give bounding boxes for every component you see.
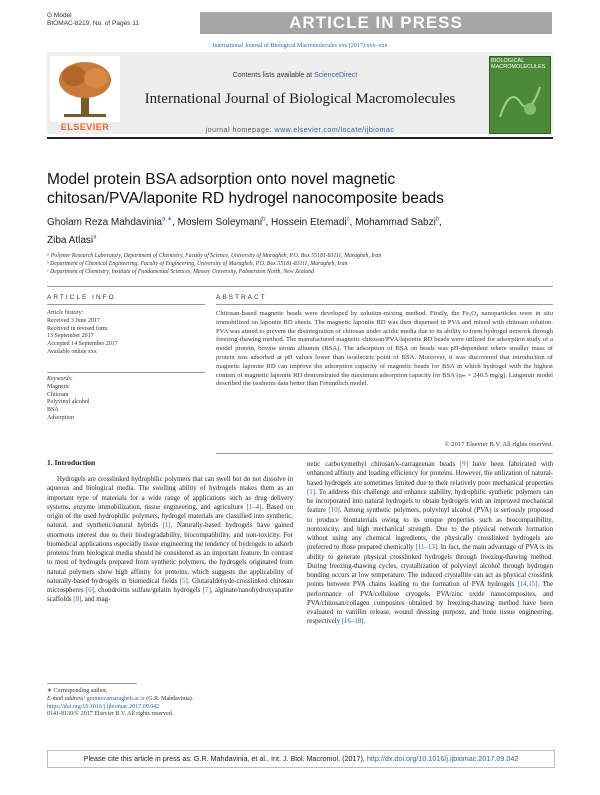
- journal-name: International Journal of Biological Macromolecules: [144, 91, 456, 107]
- model-label: G Model: [47, 12, 72, 19]
- citation-box: [47, 750, 555, 768]
- section-divider: [47, 286, 553, 287]
- history-item: Available online xxx: [47, 348, 97, 355]
- homepage-prefix: journal homepage:: [205, 127, 275, 134]
- history-item: Received 3 June 2017: [47, 317, 100, 324]
- affiliations: [47, 252, 557, 276]
- keyword: Magnetic: [47, 383, 70, 390]
- author[interactable]: Moslem Soleymani$^b$,: [177, 217, 272, 229]
- citation-ref[interactable]: [16–18]: [341, 618, 364, 626]
- section-heading-introduction: 1. Introduction: [47, 458, 96, 467]
- journal-citation-top[interactable]: International Journal of Biological Macromolecules xxx (2017) xxx–xxx: [212, 43, 388, 49]
- citation-ref[interactable]: [5]: [179, 577, 188, 585]
- elsevier-tree-icon: [50, 56, 120, 122]
- history-item: Accepted 14 September 2017: [47, 341, 118, 348]
- keyword: BSA: [47, 407, 59, 414]
- citation-ref[interactable]: [1]: [307, 488, 315, 496]
- citation-ref[interactable]: [11–13]: [415, 544, 438, 552]
- title-line-1: Model protein BSA adsorption onto novel magnetic: [47, 171, 396, 188]
- banner-text: ARTICLE IN PRESS: [289, 13, 463, 32]
- affiliation-a: ᵃ Polymer Research Laboratory, Department of Chemistry, Faculty of Science, University of Maragheh, P.O. Box 55181-83111, Maragheh, Iran: [47, 253, 382, 259]
- keywords-label: Keywords:: [47, 376, 73, 382]
- abstract-text: Chitosan-based magnetic beads were developed by solution-mixing method. Firstly, the Fe₃O₄ nanoparticles were in situ immobilized on laponite RD sheets. The magnetic laponite RD was then dispersed in PVA and mixed with chitosan solution. PVA was aimed to prevent the disintegration of chitosan under acidic media due to its ability to form hydrogel network through freezing-thawing method. The manufactured magnetic chitosan/PVA/laponite RD beads were utilized for adsorption study of a model protein, bovine serum albumin (BSA). The adsorption of BSA on beads was pH-dependent where smaller mass of protein was adsorbed at pH values lower than isoelectric point of BSA. Moreover, it was discovered that introduction of magnetic laponite RD can improve the adsorption capacity of magnetic beads for BSA in which hydrogel with the highest content of magnetic laponite RD demonstrated the maximum adsorption capacity for BSA (qₘ = 240.5 mg/g). Langmuir model described the isotherm data better than Freundlich model.: [216, 310, 553, 388]
- history-label: Article history:: [47, 310, 84, 316]
- issn-line: 0141-8130/© 2017 Elsevier B.V. All rights reserved.: [47, 711, 174, 718]
- author-list: [47, 213, 557, 248]
- homepage-link[interactable]: www.elsevier.com/locate/ijbiomac: [274, 127, 395, 134]
- abstract-end-divider: [216, 453, 553, 454]
- citation-ref[interactable]: [9]: [460, 461, 469, 468]
- citation-ref[interactable]: [7]: [202, 587, 211, 594]
- manuscript-header: [47, 12, 139, 28]
- article-title: [47, 170, 557, 208]
- cover-title: BIOLOGICAL MACROMOLECULES: [491, 58, 546, 70]
- history-item: Received in revised form: [47, 325, 108, 332]
- doi-link[interactable]: https://doi.org/10.1016/j.ijbiomac.2017.09.042: [47, 703, 160, 710]
- abstract-heading: ABSTRACT: [216, 294, 267, 301]
- footnote-divider: [47, 683, 137, 684]
- citation-ref[interactable]: [1]: [162, 522, 171, 530]
- citation-ref[interactable]: [10]: [328, 507, 340, 515]
- citation-ref[interactable]: [14,15]: [517, 581, 538, 589]
- affiliation-b: ᵇ Department of Chemical Engineering, Faculty of Engineering, University of Maragheh, P.O. Box 55181-83111, Maragheh, Iran: [47, 261, 348, 267]
- abstract-divider: [216, 304, 553, 305]
- email-link[interactable]: gmmrezamaragheh.ac.ir: [86, 695, 145, 702]
- corresponding-author: ∗ Corresponding author.: [47, 688, 108, 694]
- author[interactable]: Gholam Reza Mahdavinia$^{a,∗}$,: [47, 217, 178, 229]
- citation-ref[interactable]: [1–4]: [246, 503, 262, 511]
- title-line-2: chitosan/PVA/laponite RD hydrogel nanocomposite beads: [47, 190, 444, 207]
- band-divider: [47, 137, 553, 139]
- history-item: 13 September 2017: [47, 333, 94, 340]
- info-divider: [47, 304, 205, 305]
- keyword: Chitosan: [47, 391, 69, 398]
- body-column-left: Hydrogels are crosslinked hydrophilic polymers that can swell but do not dissolve in aqueous and biological media. The swelling ability of hydrogels makes them as an important type of materials for a wide range of applications such as drug delivery systems, enzyme immobilization, tissue engineering, and agriculture [1–4]. Based on origin of the used hydrophilic polymers, hydrogel materials are classified into synthetic, natural, and synthetic/natural hybrids [1]. Naturally-based hydrogels have gained enormous interest due to their biodegradability, biocompatibility, and non-toxicity. For biomedical applications especially tissue engineering the tendency of hydrogels to adsorb proteins from biological media should be considered as an important feature. In contrast to most of hydrogels prepared from synthetic polymers, the hydrogels originated from natural polymers show high affinity for proteins, which suggests the applicability of naturally-based hydrogels in biomedical fields [5]. Glutaraldehyde-crosslinked chitosan microspheres [6], chondroitin sulfate/gelatin hydrogels [7], alginate/nanohydroxyapatite scaffolds [8], and mag-: [47, 476, 294, 604]
- email-line: E-mail address: gmmrezamaragheh.ac.ir (G.R. Mahdavinia).: [47, 695, 194, 702]
- ms-line: BIOMAC-8219; No. of Pages 11: [47, 20, 140, 27]
- body-column-right: netic carboxymethyl chitosan/κ-carrageenan beads [9] have been fabricated with enhanced affinity and loading efficiency for proteins. However, the utilization of natural-based hydrogels are sometimes limited due to their relatively poor mechanical properties [1]. To address this challenge and enhance stability, hydrophilic synthetic polymers can be incorporated into natural hydrogels to obtain hydrogels with an improved mechanical feature [10]. Among synthetic polymers, polyvinyl alcohol (PVA) is seriously proposed to produce biomaterials owing to its unique properties such as biocompatibility, nontoxicity, and high mechanical strength. Due to the physical network formation without using any chemical ingredients, the physically crosslinked hydrogels are preferred to those prepared chemically [11–13]. In fact, the main advantage of PVA is its ability to generate physical crosslinked hydrogels through freezing-thawing method. During freezing-thawing cycles, crystallization of polyvinyl alcohol through hydrogen bonding occurs at low temperature. The induced crystallite can act as physical crosslink points between PVA chains leading to the formation of PVA hydrogels [14,15]. The performance of PVA/cellulose cryogels, PVA/zinc oxide nanocomposites, and PVA/chitosan/collagen composites obtained by freezing-thawing method have been evaluated in vanillin release, wound dressing purpose, and bone tissue engineering, respectively [16–18].: [307, 461, 553, 626]
- keyword: Adsorption: [47, 414, 74, 421]
- citation-doi-link[interactable]: http://dx.doi.org/10.1016/j.ijbiomac.2017.09.042: [366, 754, 519, 763]
- sciencedirect-link[interactable]: ScienceDirect: [314, 72, 358, 79]
- author[interactable]: Ziba Atlasi$^a$: [47, 234, 97, 246]
- citation-text: Please cite this article in press as: G.R. Mahdavinia, et al., Int. J. Biol. Macromol. (2017), http://dx.doi.org/10.1016/j.ijbiomac.2017.09.042: [83, 754, 519, 763]
- citation-ref[interactable]: [8]: [73, 596, 82, 604]
- copyright: © 2017 Elsevier B.V. All rights reserved.: [444, 441, 553, 448]
- article-history: [47, 310, 207, 357]
- homepage-line: [120, 127, 480, 134]
- affiliation-c: ᶜ Department of Chemistry, Institute of Fundamental Sciences, Massey University, Palmerston North, New Zealand: [47, 269, 315, 275]
- citation-ref[interactable]: [6]: [85, 587, 94, 594]
- keywords-divider: [47, 372, 205, 373]
- contents-prefix: Contents lists available at: [232, 72, 315, 79]
- elsevier-wordmark: ELSEVIER: [60, 122, 110, 132]
- keywords: [47, 376, 207, 423]
- footnotes: [47, 688, 307, 719]
- keyword: Polyvinyl alcohol: [47, 399, 90, 406]
- article-in-press-banner: [200, 12, 552, 34]
- author[interactable]: Mohammad Sabzi$^b$,: [355, 217, 442, 229]
- contents-line: [120, 72, 470, 79]
- article-info-heading: ARTICLE INFO: [47, 294, 116, 301]
- author[interactable]: Hossein Etemadi$^c$,: [271, 217, 356, 229]
